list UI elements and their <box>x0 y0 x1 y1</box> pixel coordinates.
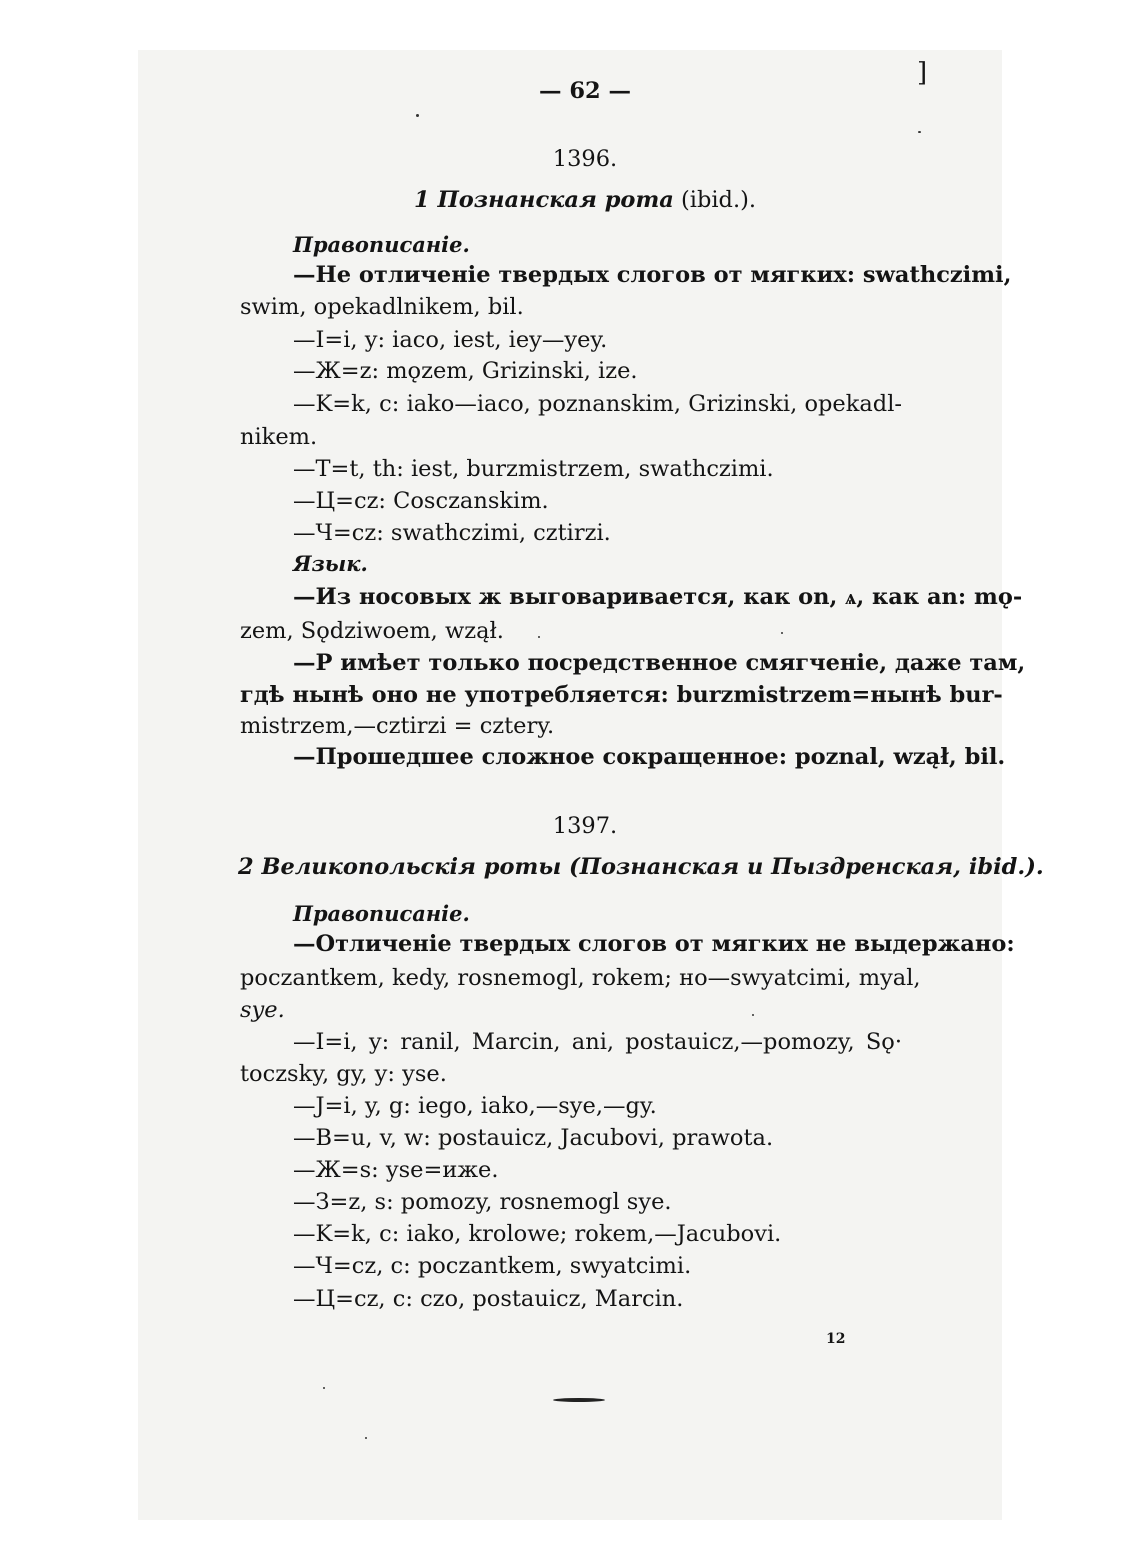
scan-speck <box>918 131 921 133</box>
scan-speck <box>781 632 783 634</box>
scan-speck <box>323 1387 325 1389</box>
signature-mark: 12 <box>826 1331 846 1347</box>
section-1396-line: —I=i, y: iaco, iest, iey—yey. <box>293 327 608 353</box>
section-1397-year: 1397. <box>552 813 618 839</box>
section-1396-title-main: 1 Познанская рота <box>413 187 674 213</box>
section-1397-title: 2 Великопольскія роты (Познанская и Пыздренская, ibid.). <box>238 854 1044 880</box>
section-1396-line: swim, opekadlnikem, bil. <box>240 294 524 320</box>
section-1396-language-line: —Из носовых ж выговаривается, как on, ѧ, как an: mǫ- <box>293 584 1023 610</box>
section-1396-line: —Ц=cz: Cosczanskim. <box>293 488 549 514</box>
section-1397-line: —K=k, c: iako, krolowe; rokem,—Jacubovi. <box>293 1221 782 1247</box>
section-1396-language-heading: Язык. <box>293 551 368 576</box>
section-1396-language-line: гдѣ нынѣ оно не употребляется: burzmistrzem=нынѣ bur- <box>240 682 1003 708</box>
section-1396-line: —Ж=z: mǫzem, Grizinski, ize. <box>293 358 638 384</box>
margin-mark: ] <box>917 58 928 88</box>
section-1396-line: —T=t, th: iest, burzmistrzem, swathczimi. <box>293 456 774 482</box>
section-1396-language-line: mistrzem,—cztirzi = cztery. <box>240 713 555 739</box>
section-1397-line: —З=z, s: pomozy, rosnemogl sye. <box>293 1189 672 1215</box>
section-1397-line: toczsky, gy, y: yse. <box>240 1061 447 1087</box>
section-1397-line: —Ц=cz, c: czo, postauicz, Marcin. <box>293 1286 684 1312</box>
section-1397-line: —Отличеніе твердых слогов от мягких не выдержано: <box>293 931 1015 957</box>
section-1397-line: —Ч=cz, c: poczantkem, swyatcimi. <box>293 1253 692 1279</box>
section-1396-language-line: zem, Sǫdziwoem, wzął. <box>240 618 504 644</box>
section-1396-language-line: —Прошедшее сложное сокращенное: poznal, wzął, bil. <box>293 744 1006 770</box>
scan-speck <box>365 1437 367 1439</box>
scan-speck <box>752 1014 754 1016</box>
section-1396-line: —Ч=cz: swathczimi, cztirzi. <box>293 520 611 546</box>
section-1396-line: —K=k, c: iako—iaco, poznanskim, Grizinski, opekadl- <box>293 391 902 417</box>
section-1396-line: —Не отличеніе твердых слогов от мягких: swathczimi, <box>293 262 1012 288</box>
section-1396-language-line: —P имѣет только посредственное смягченіе, даже там, <box>293 650 1026 676</box>
section-1397-line: poczantkem, kedy, rosnemogl, rokem; но—swyatcimi, myal, <box>240 965 921 991</box>
section-1396-year: 1396. <box>552 146 618 172</box>
tail-ornament <box>553 1398 605 1402</box>
section-1396-orthography-heading: Правописаніе. <box>293 232 470 257</box>
section-1396-title-source: (ibid.). <box>680 187 757 213</box>
section-1397-line: —J=i, y, g: iego, iako,—sye,—gy. <box>293 1093 657 1119</box>
section-1397-line: sye. <box>240 997 285 1023</box>
page-number: — 62 — <box>539 78 631 104</box>
section-1396-line: nikem. <box>240 424 318 450</box>
scan-speck <box>538 636 540 638</box>
section-1396-title <box>238 189 932 212</box>
section-1397-line: —Ж=s: yse=иже. <box>293 1157 499 1183</box>
section-1397-orthography-heading: Правописаніе. <box>293 901 470 926</box>
section-1397-line: —B=u, v, w: postauicz, Jacubovi, prawota. <box>293 1125 774 1151</box>
section-1397-line: —I=i, y: ranil, Marcin, ani, postauicz,—pomozy, Sǫ· <box>293 1029 902 1055</box>
scan-speck <box>416 114 419 117</box>
